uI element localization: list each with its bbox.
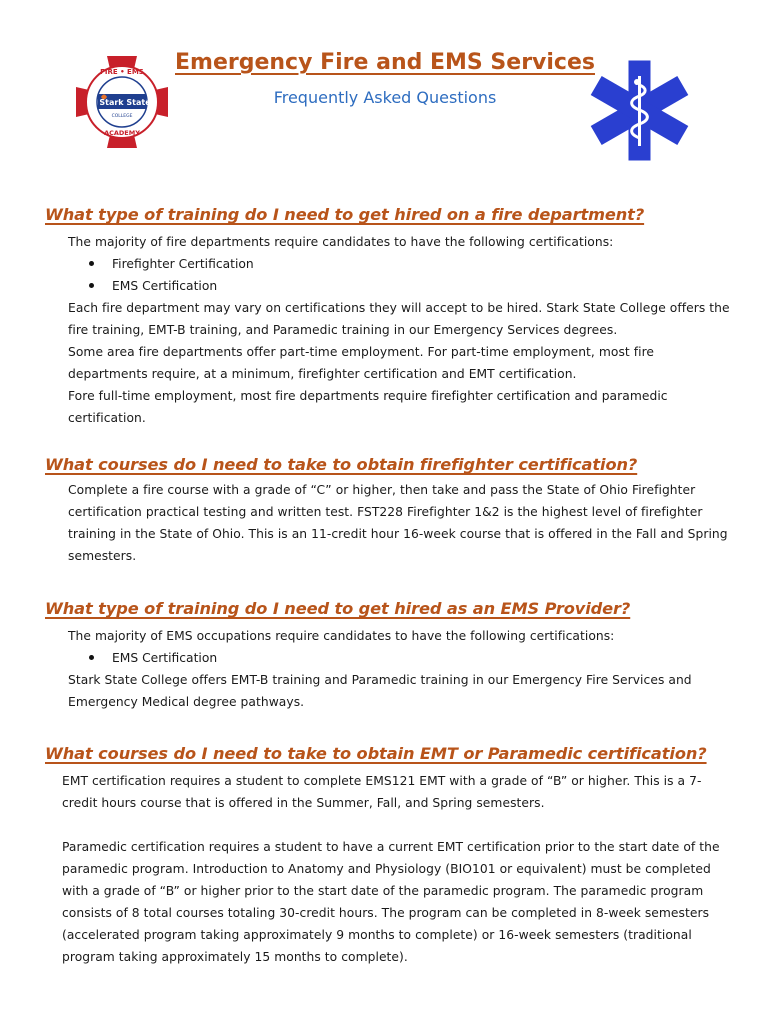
body-line: certification. bbox=[68, 411, 146, 425]
section-2-body bbox=[68, 479, 748, 567]
body-line: EMT certification requires a student to complete EMS121 EMT with a grade of “B” or higher. This is a 7- bbox=[62, 774, 702, 788]
bullet-item: Firefighter Certification bbox=[68, 253, 748, 275]
body-line: Some area fire departments offer part-time employment. For part-time employment, most fire bbox=[68, 345, 655, 359]
body-line: credit hours course that is offered in the Summer, Fall, and Spring semesters. bbox=[62, 796, 545, 810]
question-4-heading: What courses do I need to take to obtain EMT or Paramedic certification? bbox=[45, 744, 707, 763]
body-line: consists of 8 total courses totaling 30-credit hours. The program can be completed in 8-week semesters bbox=[62, 906, 710, 920]
section-1-intro: The majority of fire departments require candidates to have the following certifications: bbox=[68, 235, 614, 249]
body-line: Emergency Medical degree pathways. bbox=[68, 695, 305, 709]
body-line: fire training, EMT-B training, and Paramedic training in our Emergency Services degrees. bbox=[68, 323, 618, 337]
section-4-body bbox=[62, 770, 752, 968]
body-line: with a grade of “B” or higher prior to the start date of the paramedic program. The paramedic program bbox=[62, 884, 704, 898]
bullet-item: EMS Certification bbox=[68, 275, 748, 297]
logo-bottom-text: ACADEMY bbox=[104, 129, 140, 137]
body-line: Each fire department may vary on certifications they will accept to be hired. Stark State College offers the bbox=[68, 301, 730, 315]
body-line: Complete a fire course with a grade of “C” or higher, then take and pass the State of Ohio Firefighter bbox=[68, 483, 696, 497]
body-line: paramedic program. Introduction to Anatomy and Physiology (BIO101 or equivalent) must be completed bbox=[62, 862, 711, 876]
section-1-body bbox=[68, 231, 748, 429]
section-3-intro: The majority of EMS occupations require candidates to have the following certifications: bbox=[68, 629, 615, 643]
logo-name-text: Stark State bbox=[99, 98, 151, 107]
logo-top-text: FIRE • EMS bbox=[100, 68, 144, 76]
section-3-body bbox=[68, 625, 748, 713]
question-3-heading: What type of training do I need to get hired as an EMS Provider? bbox=[45, 599, 631, 618]
body-line: training in the State of Ohio. This is an 11-credit hour 16-week course that is offered in the Fall and Spring bbox=[68, 527, 728, 541]
question-1-heading: What type of training do I need to get hired on a fire department? bbox=[45, 205, 645, 224]
body-line: semesters. bbox=[68, 549, 137, 563]
body-line: Stark State College offers EMT-B training and Paramedic training in our Emergency Fire Services and bbox=[68, 673, 692, 687]
body-line: departments require, at a minimum, firefighter certification and EMT certification. bbox=[68, 367, 577, 381]
question-2-heading: What courses do I need to take to obtain firefighter certification? bbox=[45, 455, 638, 474]
page-title: Emergency Fire and EMS Services bbox=[175, 50, 595, 75]
body-line: program taking approximately 15 months to complete). bbox=[62, 950, 408, 964]
body-line: (accelerated program taking approximately 9 months to complete) or 16-week semesters (traditional bbox=[62, 928, 692, 942]
bullet-item: EMS Certification bbox=[68, 647, 748, 669]
page-subtitle: Frequently Asked Questions bbox=[273, 88, 497, 107]
body-line: Paramedic certification requires a student to have a current EMT certification prior to the start date of the bbox=[62, 840, 720, 854]
star-of-life-icon bbox=[587, 58, 692, 163]
body-line: certification practical testing and written test. FST228 Firefighter 1&2 is the highest level of firefighter bbox=[68, 505, 703, 519]
body-line: Fore full-time employment, most fire departments require firefighter certification and paramedic bbox=[68, 389, 668, 403]
logo-sub-text: COLLEGE bbox=[111, 114, 133, 119]
